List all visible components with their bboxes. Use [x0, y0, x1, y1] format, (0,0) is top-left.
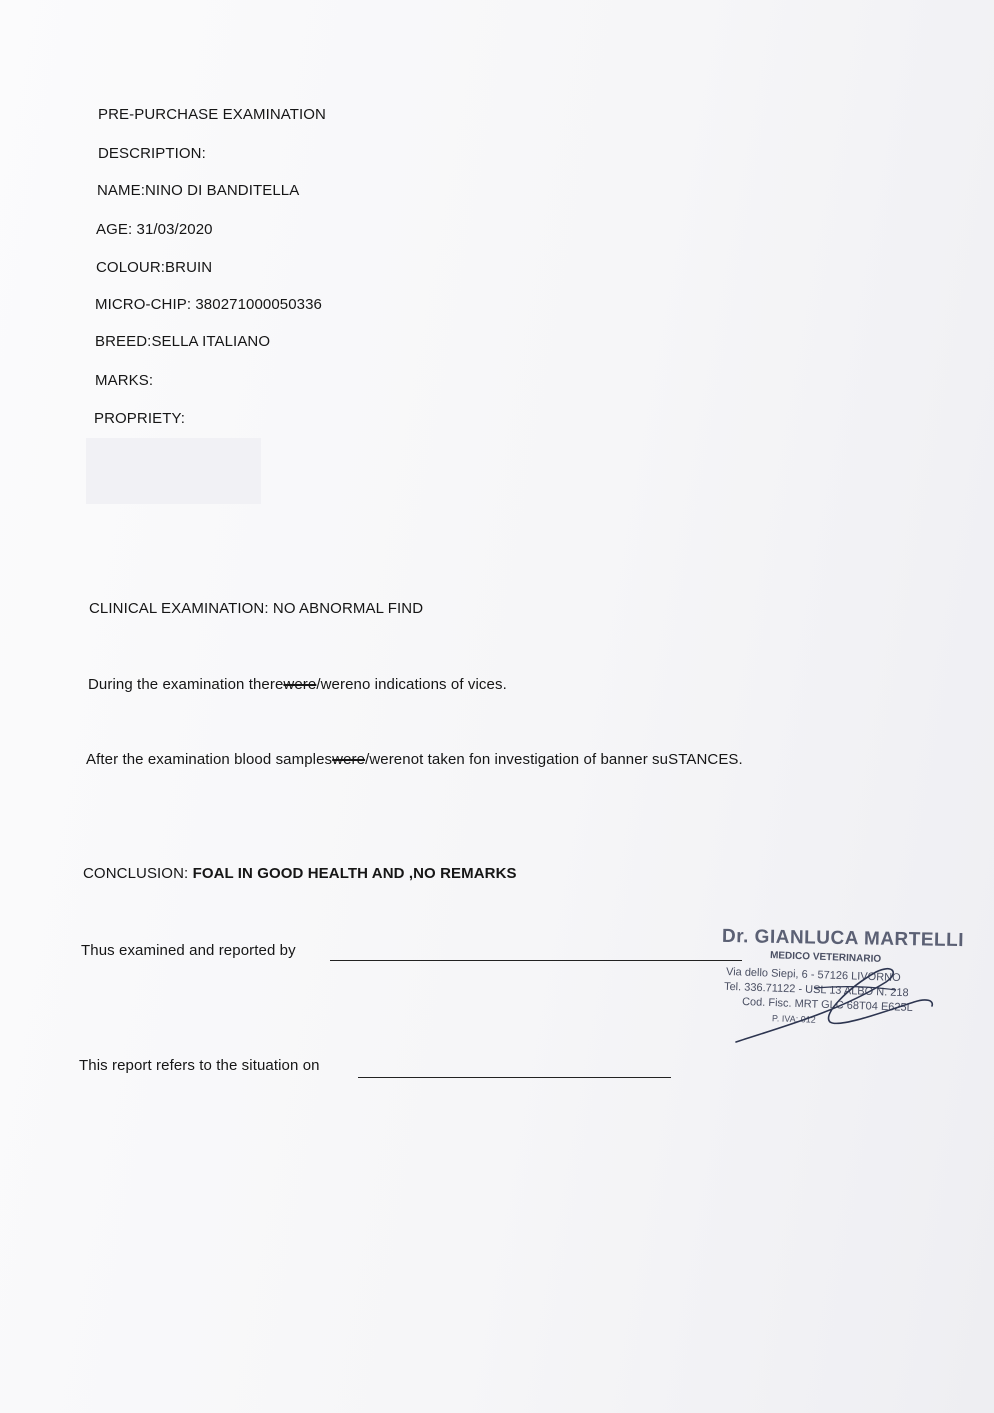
conclusion-statement — [83, 865, 517, 883]
blood-suffix: not taken fon investigation of banner suSTANCES. — [402, 751, 743, 768]
reported-by-label: Thus examined and reported by — [81, 942, 296, 959]
clinical-examination: CLINICAL EXAMINATION: NO ABNORMAL FIND — [89, 600, 424, 617]
stamp-name: Dr. GIANLUCA MARTELLI — [721, 925, 965, 952]
blood-statement — [86, 751, 743, 769]
stamp-fiscal: Cod. Fisc. MRT GLC 68T04 E625L — [741, 996, 913, 1014]
vices-statement — [88, 676, 507, 694]
stamp-title: MEDICO VETERINARIO — [769, 950, 882, 965]
signature-line — [330, 960, 742, 961]
vices-middle: /were — [316, 676, 354, 693]
veterinary-stamp — [718, 925, 968, 1048]
situation-label: This report refers to the situation on — [79, 1057, 320, 1074]
document-title: PRE-PURCHASE EXAMINATION — [98, 106, 326, 123]
stamp-phone: Tel. 336.71122 - USL 13 ALBO N. 218 — [723, 980, 909, 1000]
conclusion-label: CONCLUSION: — [83, 865, 189, 882]
vices-struck-word: were — [283, 676, 317, 693]
microchip-number: MICRO-CHIP: 380271000050336 — [95, 296, 322, 313]
horse-age: AGE: 31/03/2020 — [96, 221, 213, 238]
blood-prefix: After the examination blood samples — [86, 751, 333, 768]
marks-label: MARKS: — [95, 372, 154, 389]
signature-scribble — [718, 925, 968, 1048]
blood-struck-word: were — [332, 751, 366, 768]
vices-prefix: During the examination there — [88, 676, 284, 693]
vices-suffix: no indications of vices. — [353, 676, 507, 693]
stamp-address: Via dello Siepi, 6 - 57126 LIVORNO — [725, 965, 901, 985]
blood-middle: /were — [365, 751, 403, 768]
stamp-vat: P. IVA: 012 — [771, 1013, 816, 1025]
date-line — [358, 1077, 671, 1078]
description-label: DESCRIPTION: — [98, 145, 206, 162]
propriety-label: PROPRIETY: — [94, 410, 186, 427]
horse-name: NAME:NINO DI BANDITELLA — [97, 182, 300, 199]
redacted-area — [86, 438, 261, 504]
horse-colour: COLOUR:BRUIN — [96, 259, 213, 276]
conclusion-text: FOAL IN GOOD HEALTH AND ,NO REMARKS — [192, 865, 517, 882]
horse-breed: BREED:SELLA ITALIANO — [95, 333, 271, 350]
